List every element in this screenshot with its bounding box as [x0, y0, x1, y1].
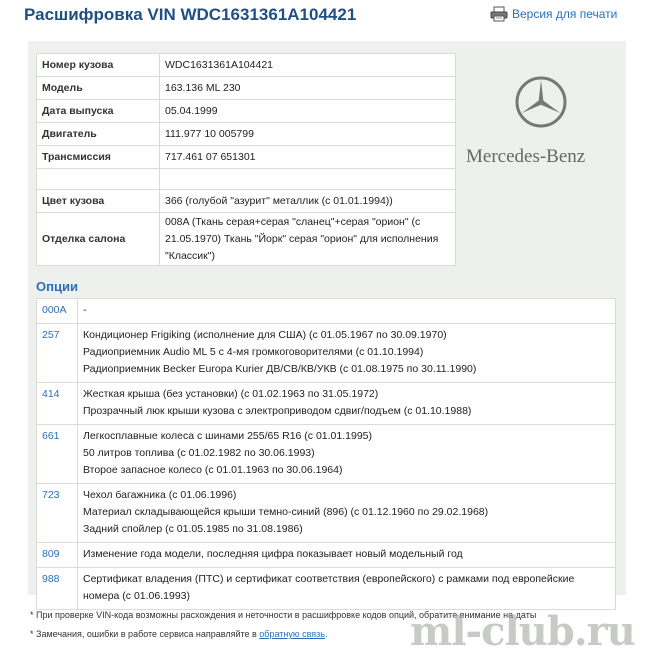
table-row: [37, 54, 456, 77]
interior-key: Отделка салона: [37, 213, 160, 266]
option-description: [78, 425, 616, 484]
option-description: [78, 568, 616, 610]
option-line: Жесткая крыша (без установки) (с 01.02.1963 по 31.05.1972): [83, 388, 379, 400]
row-key: Дата выпуска: [37, 100, 160, 123]
brand-logo-text: Mercedes-Benz: [466, 146, 586, 167]
site-watermark: ml-club.ru: [410, 608, 635, 655]
option-code[interactable]: 988: [37, 568, 78, 610]
option-code[interactable]: 661: [37, 425, 78, 484]
row-value: 111.977 10 005799: [160, 123, 456, 146]
print-label[interactable]: Версия для печати: [512, 7, 618, 21]
options-heading: Опции: [36, 279, 78, 294]
option-row: [37, 299, 616, 324]
option-line: 50 литров топлива (с 01.02.1982 по 30.06.1993): [83, 447, 315, 459]
color-key: Цвет кузова: [37, 190, 160, 213]
footer-note-suffix: .: [324, 629, 328, 639]
interior-value: 008A (Ткань серая+серая "сланец"+серая "орион" (с 21.05.1970) Ткань "Йорк" серая "орион" для исполнения "Классик"): [160, 213, 456, 266]
row-key: Номер кузова: [37, 54, 160, 77]
option-description: [78, 324, 616, 383]
table-row: [37, 146, 456, 169]
option-row: [37, 568, 616, 610]
printer-icon: [490, 6, 508, 22]
option-line: Радиоприемник Audio ML 5 с 4-мя громкоговорителями (с 01.10.1994): [83, 346, 424, 358]
option-line: -: [83, 304, 87, 316]
option-line: Радиоприемник Becker Europa Kurier ДВ/СВ/КВ/УКВ (с 01.08.1975 по 30.11.1990): [83, 363, 477, 375]
option-line: Кондиционер Frigiking (исполнение для США) (с 01.05.1967 по 30.09.1970): [83, 329, 447, 341]
row-key: Трансмиссия: [37, 146, 160, 169]
row-key: Модель: [37, 77, 160, 100]
option-code[interactable]: 414: [37, 383, 78, 425]
table-row: [37, 100, 456, 123]
vehicle-info-table: [36, 53, 456, 266]
option-description: [78, 484, 616, 543]
row-value: 05.04.1999: [160, 100, 456, 123]
table-row: [37, 190, 456, 213]
option-row: [37, 484, 616, 543]
row-key: [37, 169, 160, 190]
table-row: [37, 213, 456, 266]
table-row-spacer: [37, 169, 456, 190]
option-row: [37, 383, 616, 425]
option-description: [78, 383, 616, 425]
page-title: Расшифровка VIN WDC1631361A104421: [24, 5, 357, 24]
option-line: Второе запасное колесо (с 01.01.1963 по 30.06.1964): [83, 464, 343, 476]
row-value: [160, 169, 456, 190]
row-value: 163.136 ML 230: [160, 77, 456, 100]
row-value: 717.461 07 651301: [160, 146, 456, 169]
print-version-link[interactable]: [490, 6, 617, 22]
option-line: Легкосплавные колеса с шинами 255/65 R16 (с 01.01.1995): [83, 430, 373, 442]
option-description: [78, 543, 616, 568]
option-description: [78, 299, 616, 324]
table-row: [37, 77, 456, 100]
footer-note-accuracy: * При проверке VIN-кода возможны расхождения и неточности в расшифровке кодов опций, обратите внимание на даты: [30, 610, 537, 620]
option-line: Сертификат владения (ПТС) и сертификат соответствия (европейского) с рамками под европейские номера (с 01.06.1993): [83, 573, 575, 602]
feedback-link[interactable]: обратную связь: [259, 629, 325, 639]
option-code[interactable]: 723: [37, 484, 78, 543]
table-row: [37, 123, 456, 146]
option-code[interactable]: 257: [37, 324, 78, 383]
option-line: Чехол багажника (с 01.06.1996): [83, 489, 237, 501]
option-row: [37, 425, 616, 484]
footer-note-prefix: * Замечания, ошибки в работе сервиса направляйте в: [30, 629, 260, 639]
option-code[interactable]: 809: [37, 543, 78, 568]
row-key: Двигатель: [37, 123, 160, 146]
option-row: [37, 543, 616, 568]
footer-note-feedback: [30, 629, 327, 639]
option-line: Задний спойлер (с 01.05.1985 по 31.08.1986): [83, 523, 303, 535]
option-row: [37, 324, 616, 383]
options-table: [36, 298, 616, 610]
option-line: Прозрачный люк крыши кузова с электроприводом сдвиг/подъем (с 01.10.1988): [83, 405, 472, 417]
row-value: WDC1631361A104421: [160, 54, 456, 77]
color-value: 366 (голубой "азурит" металлик (с 01.01.1994)): [160, 190, 456, 213]
option-code[interactable]: 000A: [37, 299, 78, 324]
option-line: Изменение года модели, последняя цифра показывает новый модельный год: [83, 548, 463, 560]
option-line: Материал складывающейся крыши темно-синий (896) (с 01.12.1960 по 29.02.1968): [83, 506, 489, 518]
